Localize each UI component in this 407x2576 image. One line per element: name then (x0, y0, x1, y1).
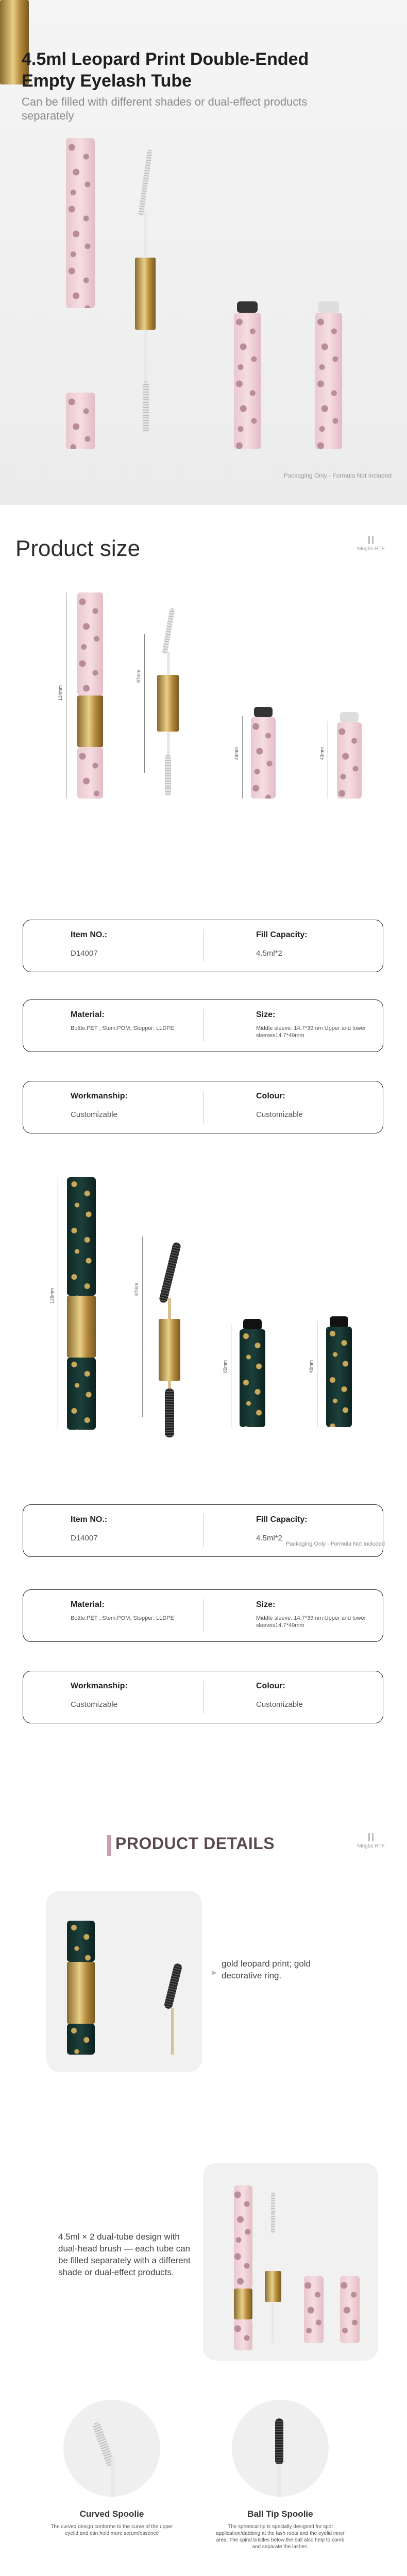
detail-desc-2: 4.5ml × 2 dual-tube design with dual-head brush — each tube can be filled separately with a different shade or dual-effect products. (58, 2232, 191, 2277)
size-value: Middle sleeve: 14.7*39mm Upper and lower sleeves14.7*49mm (256, 1615, 366, 1629)
packaging-note: Packaging Only - Formula Not Included (283, 472, 392, 479)
fill-value: 4.5ml*2 (256, 949, 282, 958)
details-accent-bar (107, 1835, 111, 1856)
detail-image-1 (46, 1891, 202, 2072)
product-title: 4.5ml Leopard Print Double-Ended Empty Eyelash Tube (22, 49, 309, 91)
curved-spoolie-title: Curved Spoolie (79, 2509, 144, 2519)
dim-label: 124mm (58, 685, 63, 701)
colour-label: Colour: (256, 1682, 285, 1690)
arrow-icon: ▸ (212, 1967, 217, 1977)
spec-card-item (23, 920, 383, 972)
dim-label: 87mm (136, 670, 141, 683)
fill-label: Fill Capacity: (256, 1515, 308, 1524)
material-label: Material: (71, 1600, 105, 1609)
hero-section (0, 0, 407, 505)
workmanship-label: Workmanship: (71, 1682, 128, 1690)
fill-value: 4.5ml*2 (256, 1534, 282, 1543)
brand-mark (355, 536, 386, 552)
dim-label: 49mm (234, 747, 239, 760)
brand-mark-2 (355, 1833, 386, 1849)
brand-logo-icon (368, 1833, 374, 1841)
dim-label: 43mm (319, 747, 325, 760)
item-label: Item NO.: (71, 930, 108, 939)
size-label: Size: (256, 1010, 276, 1019)
spec-card-item-2 (23, 1504, 383, 1557)
brand-name: Ningbo RTF (357, 1843, 385, 1849)
spec-card-material (23, 999, 383, 1052)
detail-desc-1: gold leopard print; gold decorative ring. (222, 1959, 311, 1980)
workmanship-value: Customizable (71, 1110, 117, 1119)
item-label: Item NO.: (71, 1515, 108, 1524)
item-value: D14007 (71, 949, 98, 958)
details-title: PRODUCT DETAILS (115, 1834, 275, 1853)
colour-value: Customizable (256, 1700, 303, 1709)
colour-label: Colour: (256, 1092, 285, 1100)
colour-value: Customizable (256, 1110, 303, 1119)
curved-spoolie-text: The curved design conforms to the curve of the upper eyelid and can hold more serum/essence (50, 2524, 173, 2536)
ball-tip-spoolie-text: The spherical tip is specially designed for spot application/dabbing at the lash roots and the eyelid inner area. The spiral bristles below the ball also help to comb and separate the lashes. (215, 2524, 345, 2550)
spec-card-workmanship (23, 1081, 383, 1133)
material-value: Bottle:PET ; Stem:POM, Stopper: LLDPE (71, 1025, 174, 1031)
dim-label: 48mm (309, 1360, 314, 1374)
detail-image-2 (203, 2163, 378, 2361)
fill-label: Fill Capacity: (256, 930, 308, 939)
material-label: Material: (71, 1010, 105, 1019)
size-value: Middle sleeve: 14.7*39mm Upper and lower sleeves14.7*49mm (256, 1025, 366, 1039)
packaging-note: Packaging Only - Formula Not Included (286, 1541, 385, 1547)
dim-label: 65mm (223, 1360, 228, 1374)
item-value: D14007 (71, 1534, 98, 1543)
spec-card-material-2 (23, 1589, 383, 1642)
workmanship-value: Customizable (71, 1700, 117, 1709)
material-value: Bottle:PET ; Stem:POM, Stopper: LLDPE (71, 1615, 174, 1621)
size-label: Size: (256, 1600, 276, 1609)
workmanship-label: Workmanship: (71, 1092, 128, 1100)
brand-logo-icon (368, 536, 374, 544)
product-subtitle: Can be filled with different shades or dual-effect products separately (22, 95, 308, 122)
curved-spoolie-image (63, 2400, 160, 2497)
brand-name: Ningbo RTF (357, 546, 385, 552)
product-size-title: Product size (15, 536, 141, 561)
dim-label: 126mm (49, 1288, 55, 1304)
spec-card-workmanship-2 (23, 1671, 383, 1723)
dim-label: 87mm (134, 1283, 139, 1296)
ball-tip-spoolie-title: Ball Tip Spoolie (247, 2509, 313, 2519)
ball-tip-spoolie-image (232, 2400, 329, 2497)
